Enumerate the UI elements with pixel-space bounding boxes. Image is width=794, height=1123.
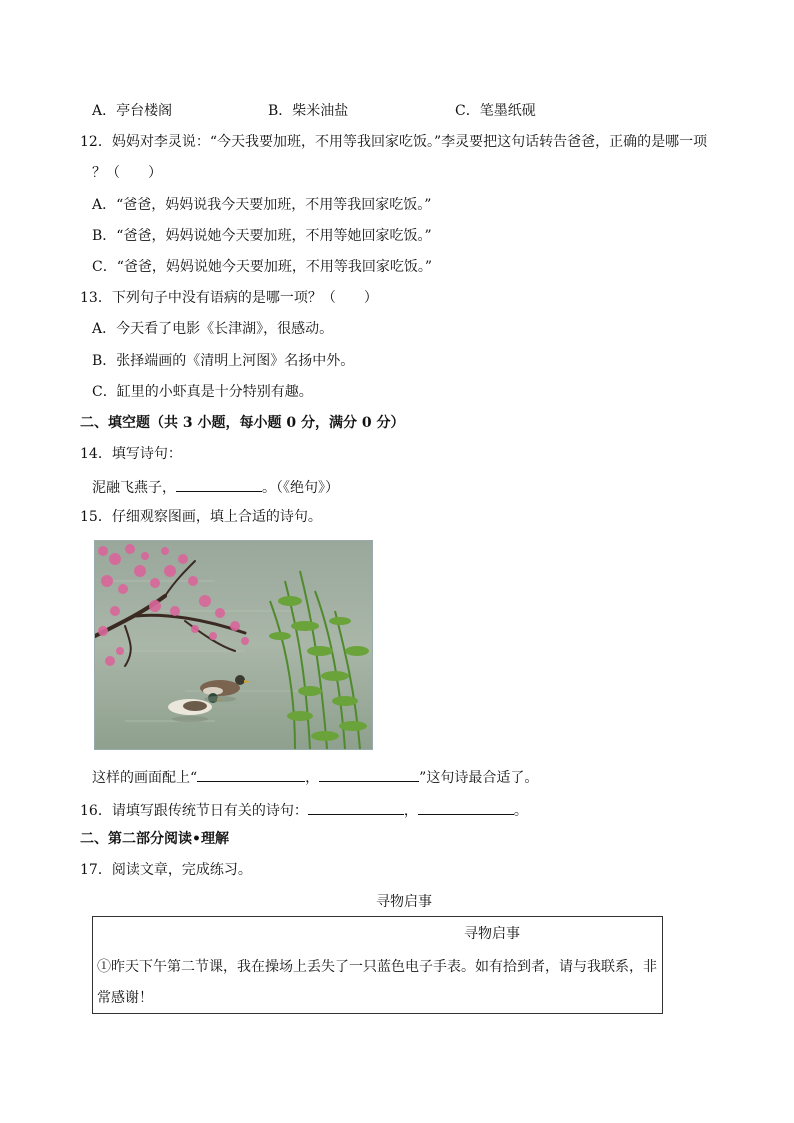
q13-stem: 13．下列句子中没有语病的是哪一项？（ ） xyxy=(80,290,378,306)
q15-answer-blank-2[interactable] xyxy=(319,767,419,782)
q16-comma: ， xyxy=(403,803,418,819)
notice-paragraph-line-1: ①昨天下午第二节课，我在操场上丢失了一只蓝色电子手表。如有拾到者，请与我联系，非 xyxy=(97,959,657,975)
q15-answer-blank-1[interactable] xyxy=(197,767,305,782)
q14-poem-before: 泥融飞燕子， xyxy=(92,480,176,496)
q13-option-c: C．缸里的小虾真是十分特别有趣。 xyxy=(92,384,313,400)
notice-paragraph-line-2: 常感谢！ xyxy=(97,990,153,1006)
section-fill-in-heading: 二、填空题（共 3 小题，每小题 0 分，满分 0 分） xyxy=(80,415,405,431)
section-reading-heading: 二、第二部分阅读•理解 xyxy=(80,831,229,847)
q17-article-title: 寻物启事 xyxy=(376,894,432,910)
q15-answer-prefix: 这样的画面配上“ xyxy=(92,770,198,786)
q15-answer-line xyxy=(92,767,538,787)
notice-title: 寻物启事 xyxy=(464,926,520,942)
lake-ducks-peach-blossom-image xyxy=(94,540,373,750)
q13-option-a: A．今天看了电影《长津湖》，很感动。 xyxy=(92,321,334,337)
q12-option-a: A．“爸爸，妈妈说我今天要加班，不用等我回家吃饭。” xyxy=(92,197,432,213)
q17-stem: 17．阅读文章，完成练习。 xyxy=(80,862,252,878)
q16-line xyxy=(80,800,528,820)
q14-poem-after: 。（《绝句》） xyxy=(262,480,339,496)
q16-period: 。 xyxy=(513,803,528,819)
q14-stem: 14．填写诗句： xyxy=(80,446,182,462)
q12-stem: 12．妈妈对李灵说：“今天我要加班，不用等我回家吃饭。”李灵要把这句话转告爸爸，正确的是哪一项 xyxy=(80,134,708,150)
lost-item-notice-box xyxy=(92,916,663,1014)
q15-stem: 15．仔细观察图画，填上合适的诗句。 xyxy=(80,509,322,525)
q12-stem-continued: ？（ ） xyxy=(92,165,162,181)
q15-answer-comma: ， xyxy=(305,770,320,786)
q16-answer-blank-1[interactable] xyxy=(308,800,404,815)
q12-option-c: C．“爸爸，妈妈说她今天要加班，不用等我回家吃饭。” xyxy=(92,259,433,275)
q12-option-b: B．“爸爸，妈妈说她今天要加班，不用等她回家吃饭。” xyxy=(92,228,432,244)
q14-poem-line xyxy=(92,477,339,497)
q11-option-c: C．笔墨纸砚 xyxy=(455,103,536,119)
q16-stem: 16．请填写跟传统节日有关的诗句： xyxy=(80,803,308,819)
q14-answer-blank[interactable] xyxy=(176,477,262,492)
q13-option-b: B．张择端画的《清明上河图》名扬中外。 xyxy=(92,353,355,369)
q11-option-a: A．亭台楼阁 xyxy=(92,103,173,119)
q11-option-b: B．柴米油盐 xyxy=(268,103,349,119)
q16-answer-blank-2[interactable] xyxy=(418,800,514,815)
q15-answer-suffix: ”这句诗最合适了。 xyxy=(419,770,539,786)
